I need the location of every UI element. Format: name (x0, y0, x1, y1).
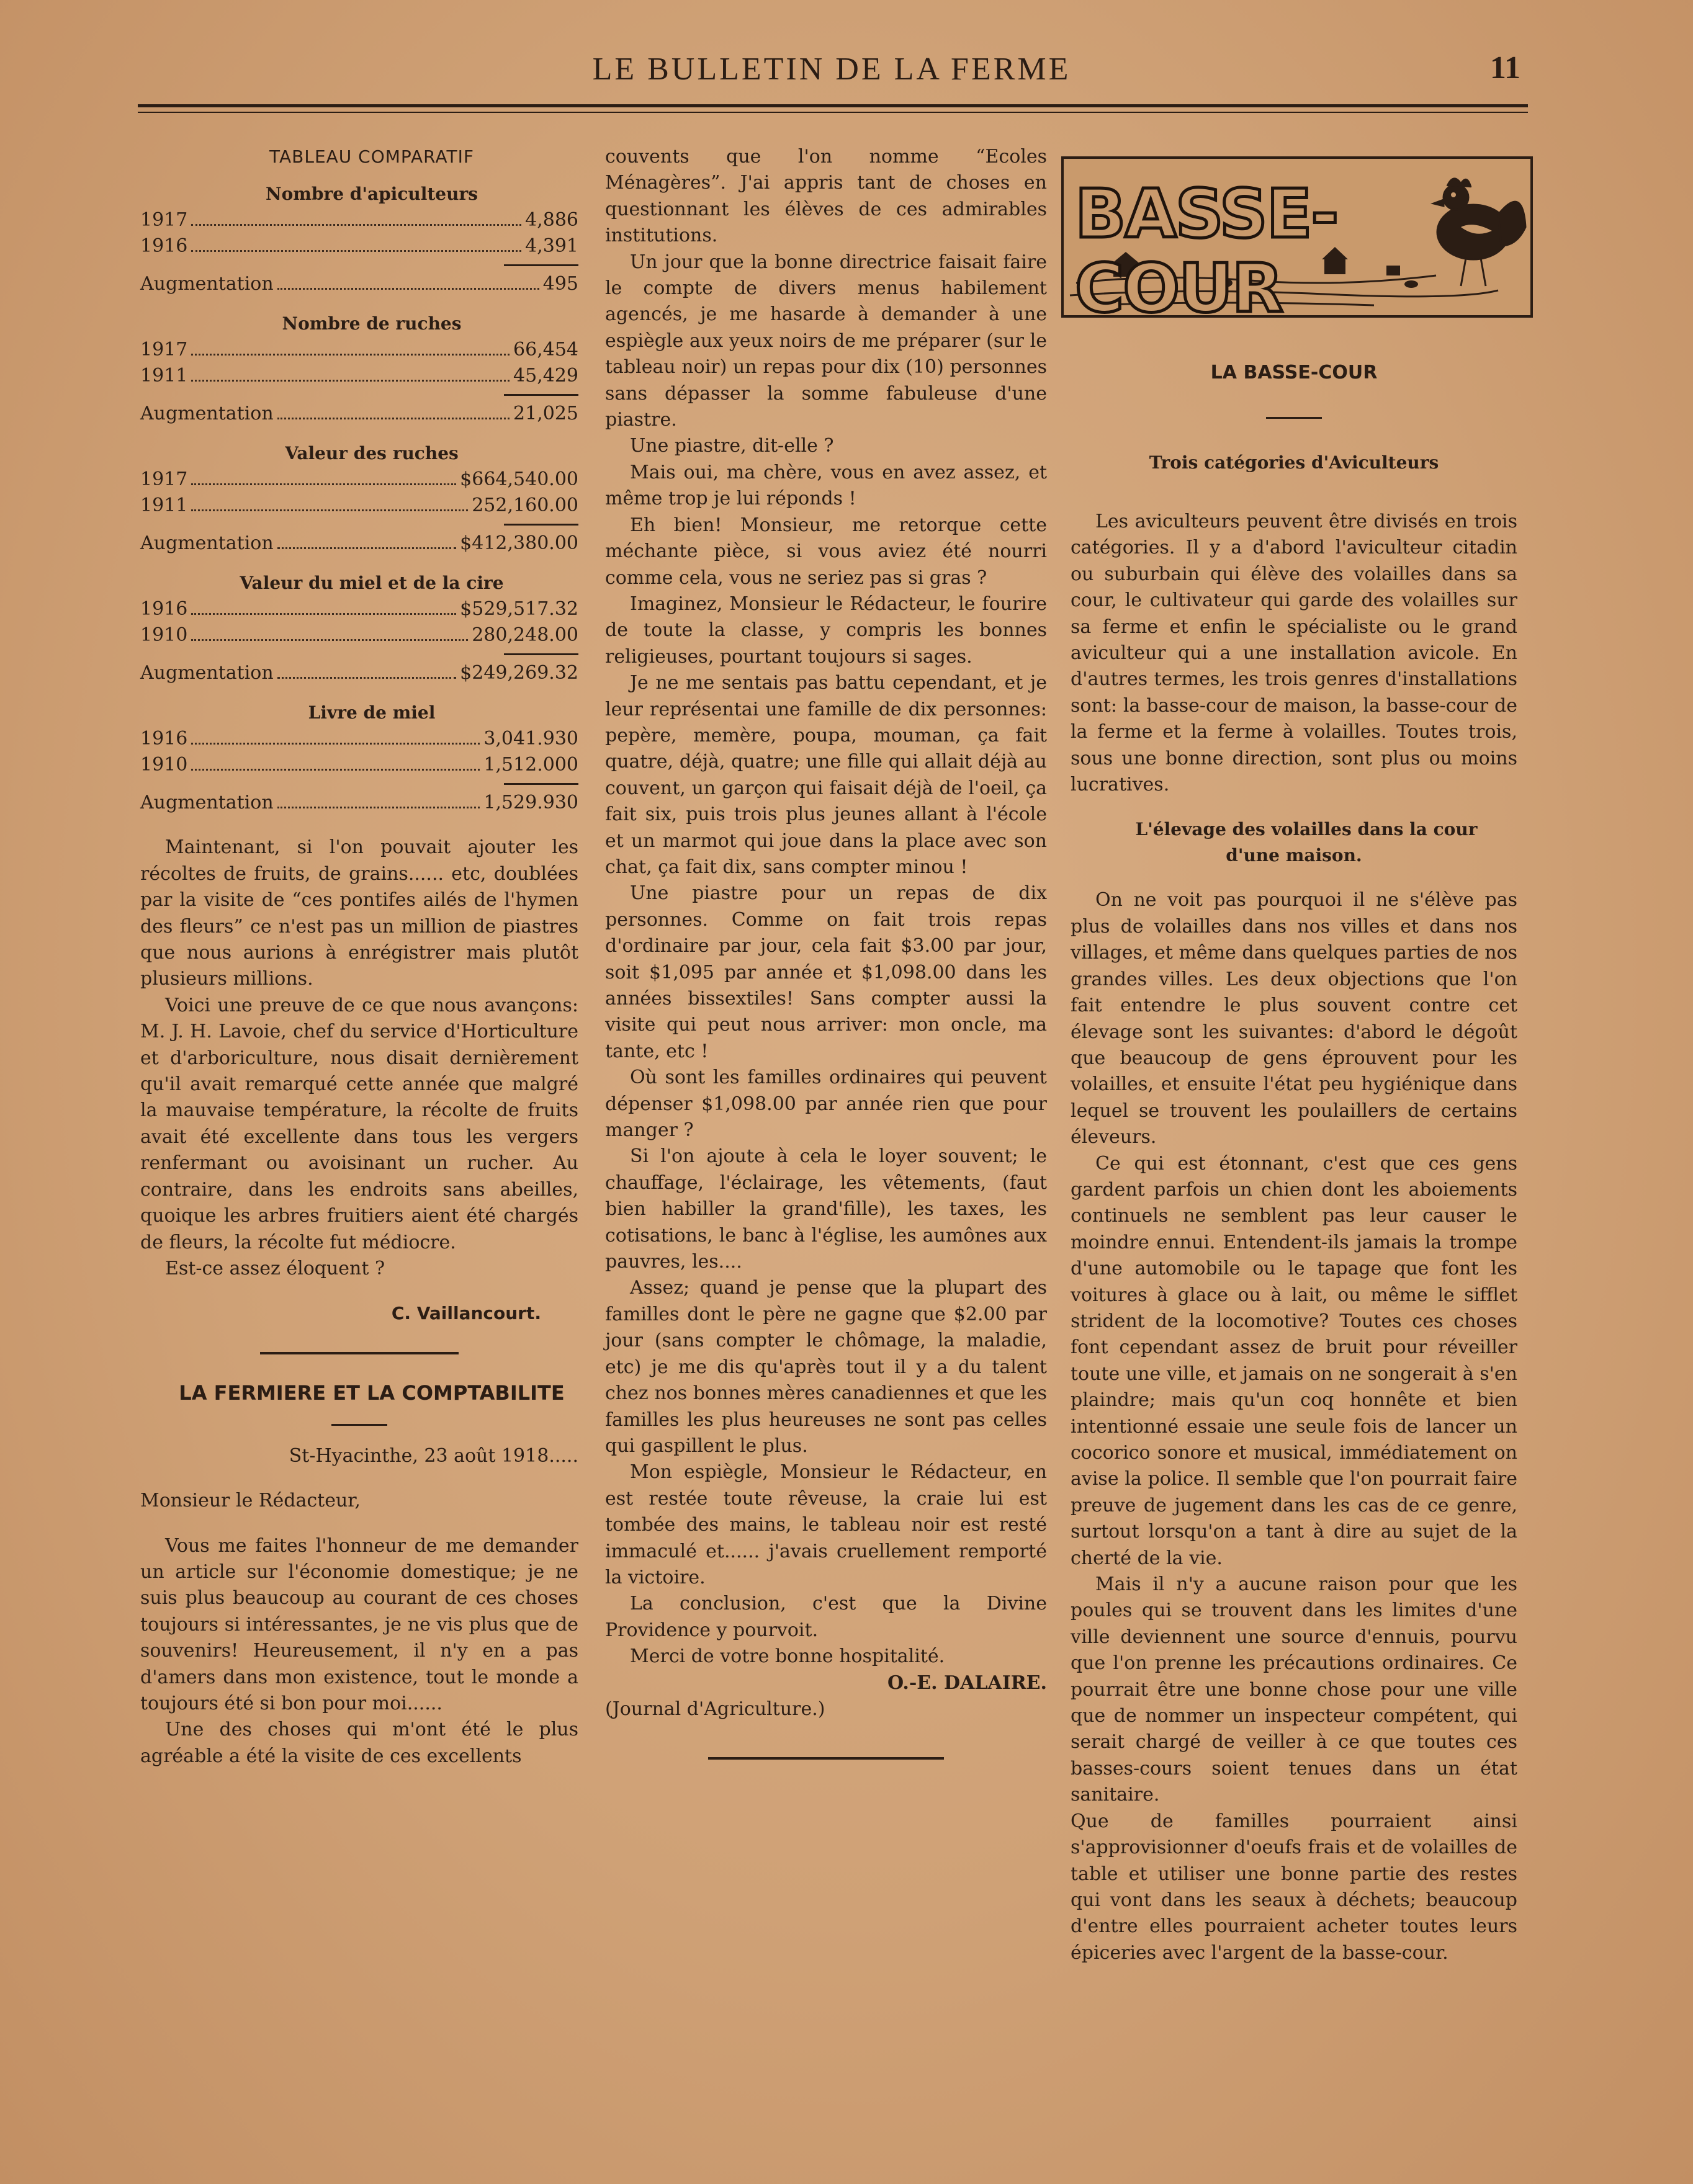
leader-dots (191, 380, 510, 382)
basse-cour-logo (1061, 156, 1533, 318)
subtitle-elevage: L'élevage des volailles dans la cour d'une maison. (1135, 819, 1478, 866)
total-label: Augmentation (140, 792, 274, 814)
column-2 (605, 144, 1047, 1784)
tableau-total-row (140, 271, 578, 297)
tableau-section-heading: Nombre d'apiculteurs (266, 184, 478, 205)
leader-dots (191, 354, 510, 356)
tableau-row (140, 363, 578, 389)
leader-dots (277, 807, 480, 808)
paragraph: Mais oui, ma chère, vous en avez assez, et même trop je lui réponds ! (605, 461, 1047, 510)
page-header-title: LE BULLETIN DE LA FERME (592, 51, 1071, 87)
leader-dots (191, 639, 468, 641)
paragraph: Une piastre, dit-elle ? (630, 435, 834, 457)
row-value: 4,886 (525, 209, 578, 231)
page-number: 11 (1489, 50, 1520, 86)
sum-rule (504, 394, 578, 396)
row-value: 252,160.00 (472, 495, 578, 517)
row-value: 45,429 (513, 365, 578, 387)
tableau-total-row (140, 660, 578, 686)
leader-dots (191, 483, 456, 485)
leader-dots (277, 288, 539, 290)
paragraph: Je ne me sentais pas battu cependant, et je leur représentai une famille de dix personnes: pepère, memère, poupa, mouman, ça fait quatre, déjà, quatre; une fille qui allait déjà au couvent, un garçon qui faisait déjà de l'oeil, ça fait six, puis trois plus jeunes allant à l'école et un marmot qui joue dans la place avec son chat, ça fait dix, sans compter minou ! (605, 672, 1047, 878)
leader-dots (277, 418, 510, 419)
tableau-comparatif (140, 181, 578, 816)
tableau-row (140, 467, 578, 493)
subtitle-categories: Trois catégories d'Aviculteurs (1149, 452, 1439, 473)
paragraph: Ce qui est étonnant, c'est que ces gens gardent parfois un chien dont les aboiements continuels ne semblent pas leur causer le moindre ennui. Entendent-ils jamais la trompe d'une automobile ou le tapage que font les voitures à glace ou à lait, ou même le sifflet strident de la locomotive? Toutes ces choses font cependant assez de bruit pour réveiller toute une ville, et jamais on ne songerait à s'en plaindre; mais qu'un coq honnête et bien intentionné essaie une seule fois de lancer un cocorico sonore et musical, immédiatement on avise la police. Il semble que l'on pourrait faire preuve de jugement dans les cas de ce genre, surtout lorsqu'on a tant à dire au sujet de la cherté de la vie. (1071, 1152, 1517, 1569)
paragraph: Les aviculteurs peuvent être divisés en trois catégories. Il y a d'abord l'aviculteur citadin ou suburbain qui élève des volailles dans sa cour, le cultivateur qui garde des volailles sur sa ferme et enfin le spécialiste ou le grand aviculteur qui a une installation avicole. En d'autres termes, les trois genres d'installations sont: la basse-cour de maison, la basse-cour de la ferme et la ferme à volailles. Toutes trois, sous une bonne direction, sont plus ou moins lucratives. (1071, 511, 1517, 796)
paragraph: La conclusion, c'est que la Divine Providence y pourvoit. (605, 1593, 1047, 1641)
paragraph: Mon espiègle, Monsieur le Rédacteur, en est restée toute rêveuse, la craie lui est tombée des mains, le tableau noir est resté immaculé et...... j'avais cruellement remporté la victoire. (605, 1461, 1047, 1588)
signature-vaillancourt: C. Vaillancourt. (391, 1303, 541, 1324)
total-value: $412,380.00 (460, 532, 578, 555)
total-label: Augmentation (140, 662, 274, 684)
total-label: Augmentation (140, 273, 274, 295)
tableau-row (140, 233, 578, 259)
leader-dots (277, 677, 456, 679)
tableau-total-row (140, 790, 578, 816)
row-year: 1911 (140, 365, 188, 387)
tableau-section-heading: Valeur du miel et de la cire (240, 573, 504, 594)
row-value: $664,540.00 (460, 468, 578, 491)
total-value: 21,025 (513, 403, 578, 425)
leader-dots (191, 613, 456, 615)
dateline: St-Hyacinthe, 23 août 1918..... (289, 1444, 578, 1467)
paragraph: Un jour que la bonne directrice faisait faire le compte de divers menus habilement agencés, je me hasarde à demander à une espiègle aux yeux noirs de me préparer (sur le tableau noir) un repas pour dix (10) personnes sans dépasser la somme fabuleuse d'une piastre. (605, 251, 1047, 431)
leader-dots (277, 547, 456, 549)
row-year: 1910 (140, 754, 188, 776)
row-value: 4,391 (525, 235, 578, 257)
paragraph: Une des choses qui m'ont été le plus agréable a été la visite de ces excellents (140, 1719, 578, 1767)
leader-dots (191, 509, 468, 511)
paragraph: Vous me faites l'honneur de me demander un article sur l'économie domestique; je ne suis plus beaucoup au courant de ces choses toujours si intéressantes, je ne vis plus que de souvenirs! Heureusement, il n'y en a pas d'amers dans mon existence, tout le monde a toujours été si bon pour moi...... (140, 1534, 578, 1714)
paragraph: On ne voit pas pourquoi il ne s'élève pas plus de volailles dans nos villes et dans nos villages, et même dans quelques parties de nos grandes villes. Les deux objections que l'on fait entendre le plus souvent contre cet élevage sont les suivantes: d'abord le dégoût que beaucoup de gens éprouvent pour les volailles, et ensuite l'état peu hygiénique dans lequel se trouvent les poulaillers de certains éleveurs. (1071, 889, 1517, 1148)
tableau-section-heading: Livre de miel (308, 702, 436, 723)
sum-rule (504, 783, 578, 785)
column-3 (1071, 509, 1517, 1966)
total-label: Augmentation (140, 532, 274, 555)
tableau-total-row (140, 530, 578, 557)
signature-dalaire: O.-E. DALAIRE. (887, 1672, 1047, 1694)
paragraph: Que de familles pourraient ainsi s'approvisionner d'oeufs frais et de volailles de table et utiliser une bonne partie des restes qui vont dans les seaux à déchets; beaucoup d'entre elles pourraient acheter toutes leurs épiceries avec l'argent de la basse-cour. (1071, 1810, 1517, 1964)
tableau-row (140, 493, 578, 519)
paragraph: couvents que l'on nomme “Ecoles Ménagères”. J'ai appris tant de choses en questionnant les élèves de ces admirables institutions. (605, 146, 1047, 247)
tableau-row (140, 622, 578, 648)
row-value: 280,248.00 (472, 624, 578, 647)
logo-word: BASSE-COUR (1075, 176, 1338, 318)
tableau-row (140, 596, 578, 622)
salutation: Monsieur le Rédacteur, (140, 1490, 361, 1512)
row-year: 1910 (140, 624, 188, 647)
leader-dots (191, 224, 521, 226)
paragraph: Si l'on ajoute à cela le loyer souvent; le chauffage, l'éclairage, les vêtements, (faut bien habiller la grand'fille), les taxes, les cotisations, le banc à l'église, les aumônes aux pauvres, les.... (605, 1145, 1047, 1273)
paragraph: Une piastre pour un repas de dix personnes. Comme on fait trois repas d'ordinaire par jour, cela fait $3.00 par jour, soit $1,095 par année et $1,098.00 dans les années bissextiles! Sans compter aussi la visite qui peut nous arriver: mon oncle, ma tante, etc ! (605, 882, 1047, 1062)
row-year: 1916 (140, 598, 188, 620)
paragraph: Où sont les familles ordinaires qui peuvent dépenser $1,098.00 par année rien que pour manger ? (605, 1067, 1047, 1142)
row-year: 1916 (140, 235, 188, 257)
total-value: 1,529.930 (483, 792, 578, 814)
row-value: $529,517.32 (460, 598, 578, 620)
tableau-title: TABLEAU COMPARATIF (269, 146, 474, 167)
header-rule (138, 104, 1528, 107)
tableau-section-heading: Nombre de ruches (282, 313, 462, 334)
paragraph: Merci de votre bonne hospitalité. (630, 1645, 945, 1668)
column-3-heading (1071, 360, 1517, 476)
total-value: 495 (542, 273, 578, 295)
sum-rule (504, 653, 578, 655)
leader-dots (191, 250, 521, 252)
row-value: 66,454 (513, 339, 578, 361)
header-rule-thin (138, 112, 1528, 113)
source-journal: (Journal d'Agriculture.) (605, 1698, 825, 1720)
tableau-row (140, 207, 578, 233)
row-year: 1911 (140, 495, 188, 517)
tableau-section-heading: Valeur des ruches (285, 443, 459, 464)
row-year: 1916 (140, 728, 188, 750)
tableau-row (140, 337, 578, 363)
section-title-basse-cour: LA BASSE-COUR (1210, 362, 1378, 383)
sum-rule (504, 524, 578, 526)
total-label: Augmentation (140, 403, 274, 425)
article-title-fermiere: LA FERMIERE ET LA COMPTABILITE (179, 1381, 565, 1405)
row-year: 1917 (140, 209, 188, 231)
paragraph: Eh bien! Monsieur, me retorque cette méchante pièce, si vous aviez été nourri comme cela, vous ne seriez pas si gras ? (605, 514, 1047, 589)
leader-dots (191, 743, 480, 745)
title-divider (331, 1424, 387, 1426)
row-value: 3,041.930 (483, 728, 578, 750)
tableau-row (140, 752, 578, 778)
tableau-total-row (140, 401, 578, 427)
total-value: $249,269.32 (460, 662, 578, 684)
row-value: 1,512.000 (483, 754, 578, 776)
title-divider (1266, 417, 1322, 419)
column-1 (140, 144, 578, 1770)
sum-rule (504, 264, 578, 266)
paragraph: Imaginez, Monsieur le Rédacteur, le fourire de toute la classe, y compris les bonnes religieuses, pourtant toujours si sages. (605, 593, 1047, 668)
paragraph: Maintenant, si l'on pouvait ajouter les récoltes de fruits, de grains...... etc, doublées par la visite de “ces pontifes ailés de l'hymen des fleurs” ce n'est pas un million de piastres que nous aurions à enrégistrer mais plutôt plusieurs millions. (140, 836, 578, 990)
paragraph: Voici une preuve de ce que nous avançons: M. J. H. Lavoie, chef du service d'Horticulture et d'arboriculture, nous disait dernièrement qu'il avait remarqué cette année que malgré la mauvaise température, la récolte de fruits avait été excellente dans tous les vergers renfermant ou avoisinant un rucher. Au contraire, dans les endroits sans abeilles, quoique les arbres fruitiers aient été chargés de fleurs, la récolte fut médiocre. (140, 994, 578, 1253)
tableau-row (140, 726, 578, 752)
row-year: 1917 (140, 468, 188, 491)
row-year: 1917 (140, 339, 188, 361)
column-end-divider (708, 1757, 944, 1760)
paragraph: Assez; quand je pense que la plupart des familles dont le père ne gagne que $2.00 par jour (sans compter le chômage, la maladie, etc) je me dis qu'après tout il y a du talent chez nos bonnes mères canadiennes et que les familles les plus heureuses ne sont pas celles qui gaspillent le plus. (605, 1277, 1047, 1457)
paragraph: Mais il n'y a aucune raison pour que les poules qui se trouvent dans les limites d'une ville deviennent une source d'ennuis, pourvu que l'on prenne les précautions ordinaires. Ce pourrait être une bonne chose pour une ville que de nommer un inspecteur compétent, qui serait chargé de veiller à ce que toutes ces basses-cours soient tenues dans un état sanitaire. (1071, 1573, 1517, 1806)
leader-dots (191, 769, 480, 771)
paragraph: Est-ce assez éloquent ? (165, 1257, 385, 1279)
section-divider (260, 1352, 459, 1354)
